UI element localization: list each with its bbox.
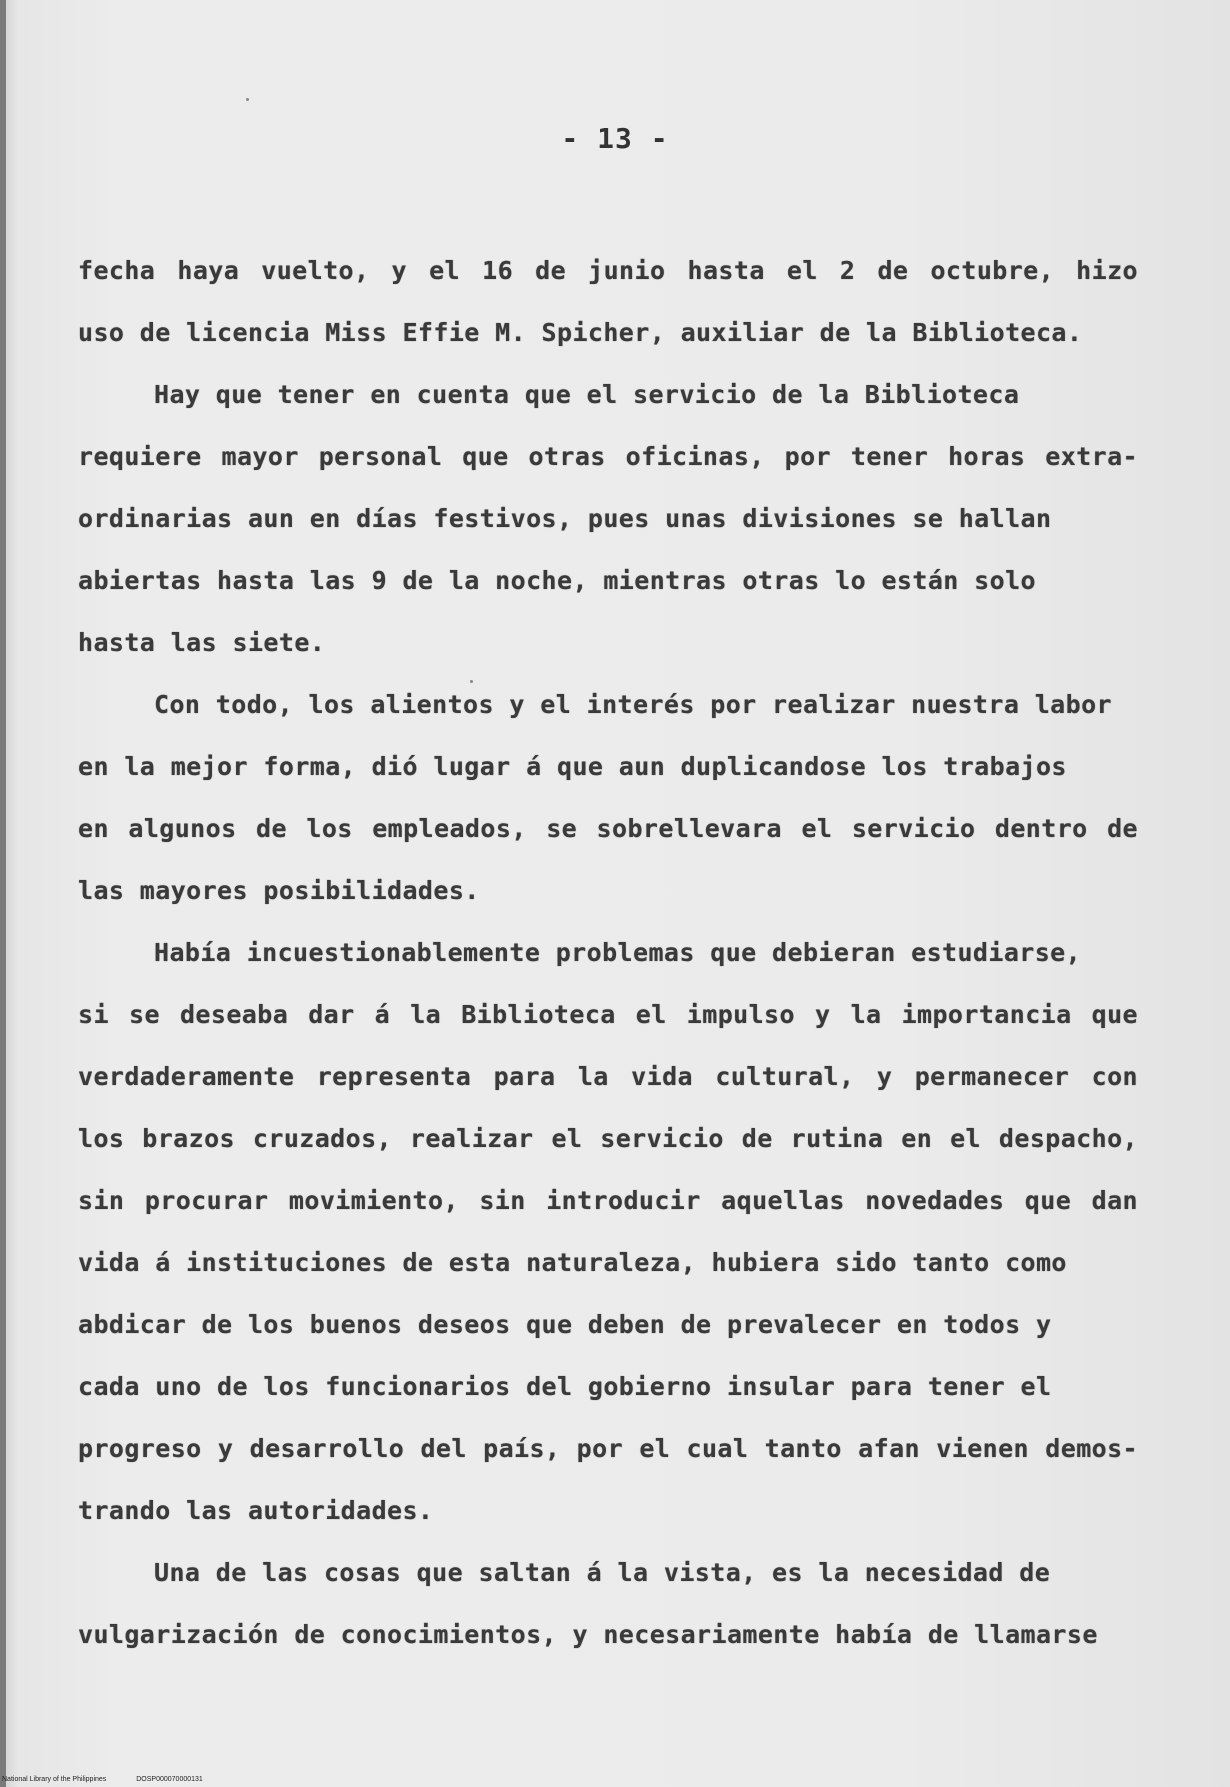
text-line: ordinarias aun en días festivos, pues unas divisiones se hallan <box>78 504 1052 533</box>
text-line: en la mejor forma, dió lugar á que aun duplicandose los trabajos <box>78 752 1067 781</box>
text-line: trando las autoridades. <box>78 1496 434 1525</box>
text-line: fecha haya vuelto, y el 16 de junio hasta el 2 de octubre, hizo <box>78 256 1138 285</box>
text-line: si se deseaba dar á la Biblioteca el impulso y la importancia que <box>78 1000 1138 1029</box>
scan-speck <box>246 98 249 101</box>
footer-library: National Library of the Philippines <box>2 1776 107 1783</box>
paragraph-start-line: Hay que tener en cuenta que el servicio de la Biblioteca <box>154 380 1020 409</box>
paragraph-start-line: Había incuestionablemente problemas que debieran estudiarse, <box>154 938 1082 967</box>
text-line: abiertas hasta las 9 de la noche, mientras otras lo están solo <box>78 566 1036 595</box>
text-line: hasta las siete. <box>78 628 326 657</box>
scan-edge <box>0 0 6 1787</box>
text-line: vida á instituciones de esta naturaleza, hubiera sido tanto como <box>78 1248 1067 1277</box>
text-line: abdicar de los buenos deseos que deben de prevalecer en todos y <box>78 1310 1052 1339</box>
text-line: verdaderamente representa para la vida cultural, y permanecer con <box>78 1062 1138 1091</box>
page-number: - 13 - <box>561 122 669 155</box>
text-line: cada uno de los funcionarios del gobierno insular para tener el <box>78 1372 1052 1401</box>
text-line: vulgarización de conocimientos, y necesariamente había de llamarse <box>78 1620 1098 1649</box>
text-line: progreso y desarrollo del país, por el cual tanto afan vienen demos- <box>78 1434 1138 1463</box>
text-line: en algunos de los empleados, se sobrellevara el servicio dentro de <box>78 814 1138 843</box>
paragraph-start-line: Con todo, los alientos y el interés por realizar nuestra labor <box>154 690 1112 719</box>
text-line: las mayores posibilidades. <box>78 876 480 905</box>
body-text <box>78 240 1138 1666</box>
text-line: sin procurar movimiento, sin introducir aquellas novedades que dan <box>78 1186 1138 1215</box>
paragraph-start-line: Una de las cosas que saltan á la vista, es la necesidad de <box>154 1558 1051 1587</box>
footer-code: DOSP000070000131 <box>136 1776 203 1783</box>
text-line: uso de licencia Miss Effie M. Spicher, auxiliar de la Biblioteca. <box>78 318 1083 347</box>
text-line: los brazos cruzados, realizar el servicio de rutina en el despacho, <box>78 1124 1138 1153</box>
archive-footer <box>2 1776 231 1783</box>
text-line: requiere mayor personal que otras oficinas, por tener horas extra- <box>78 442 1138 471</box>
